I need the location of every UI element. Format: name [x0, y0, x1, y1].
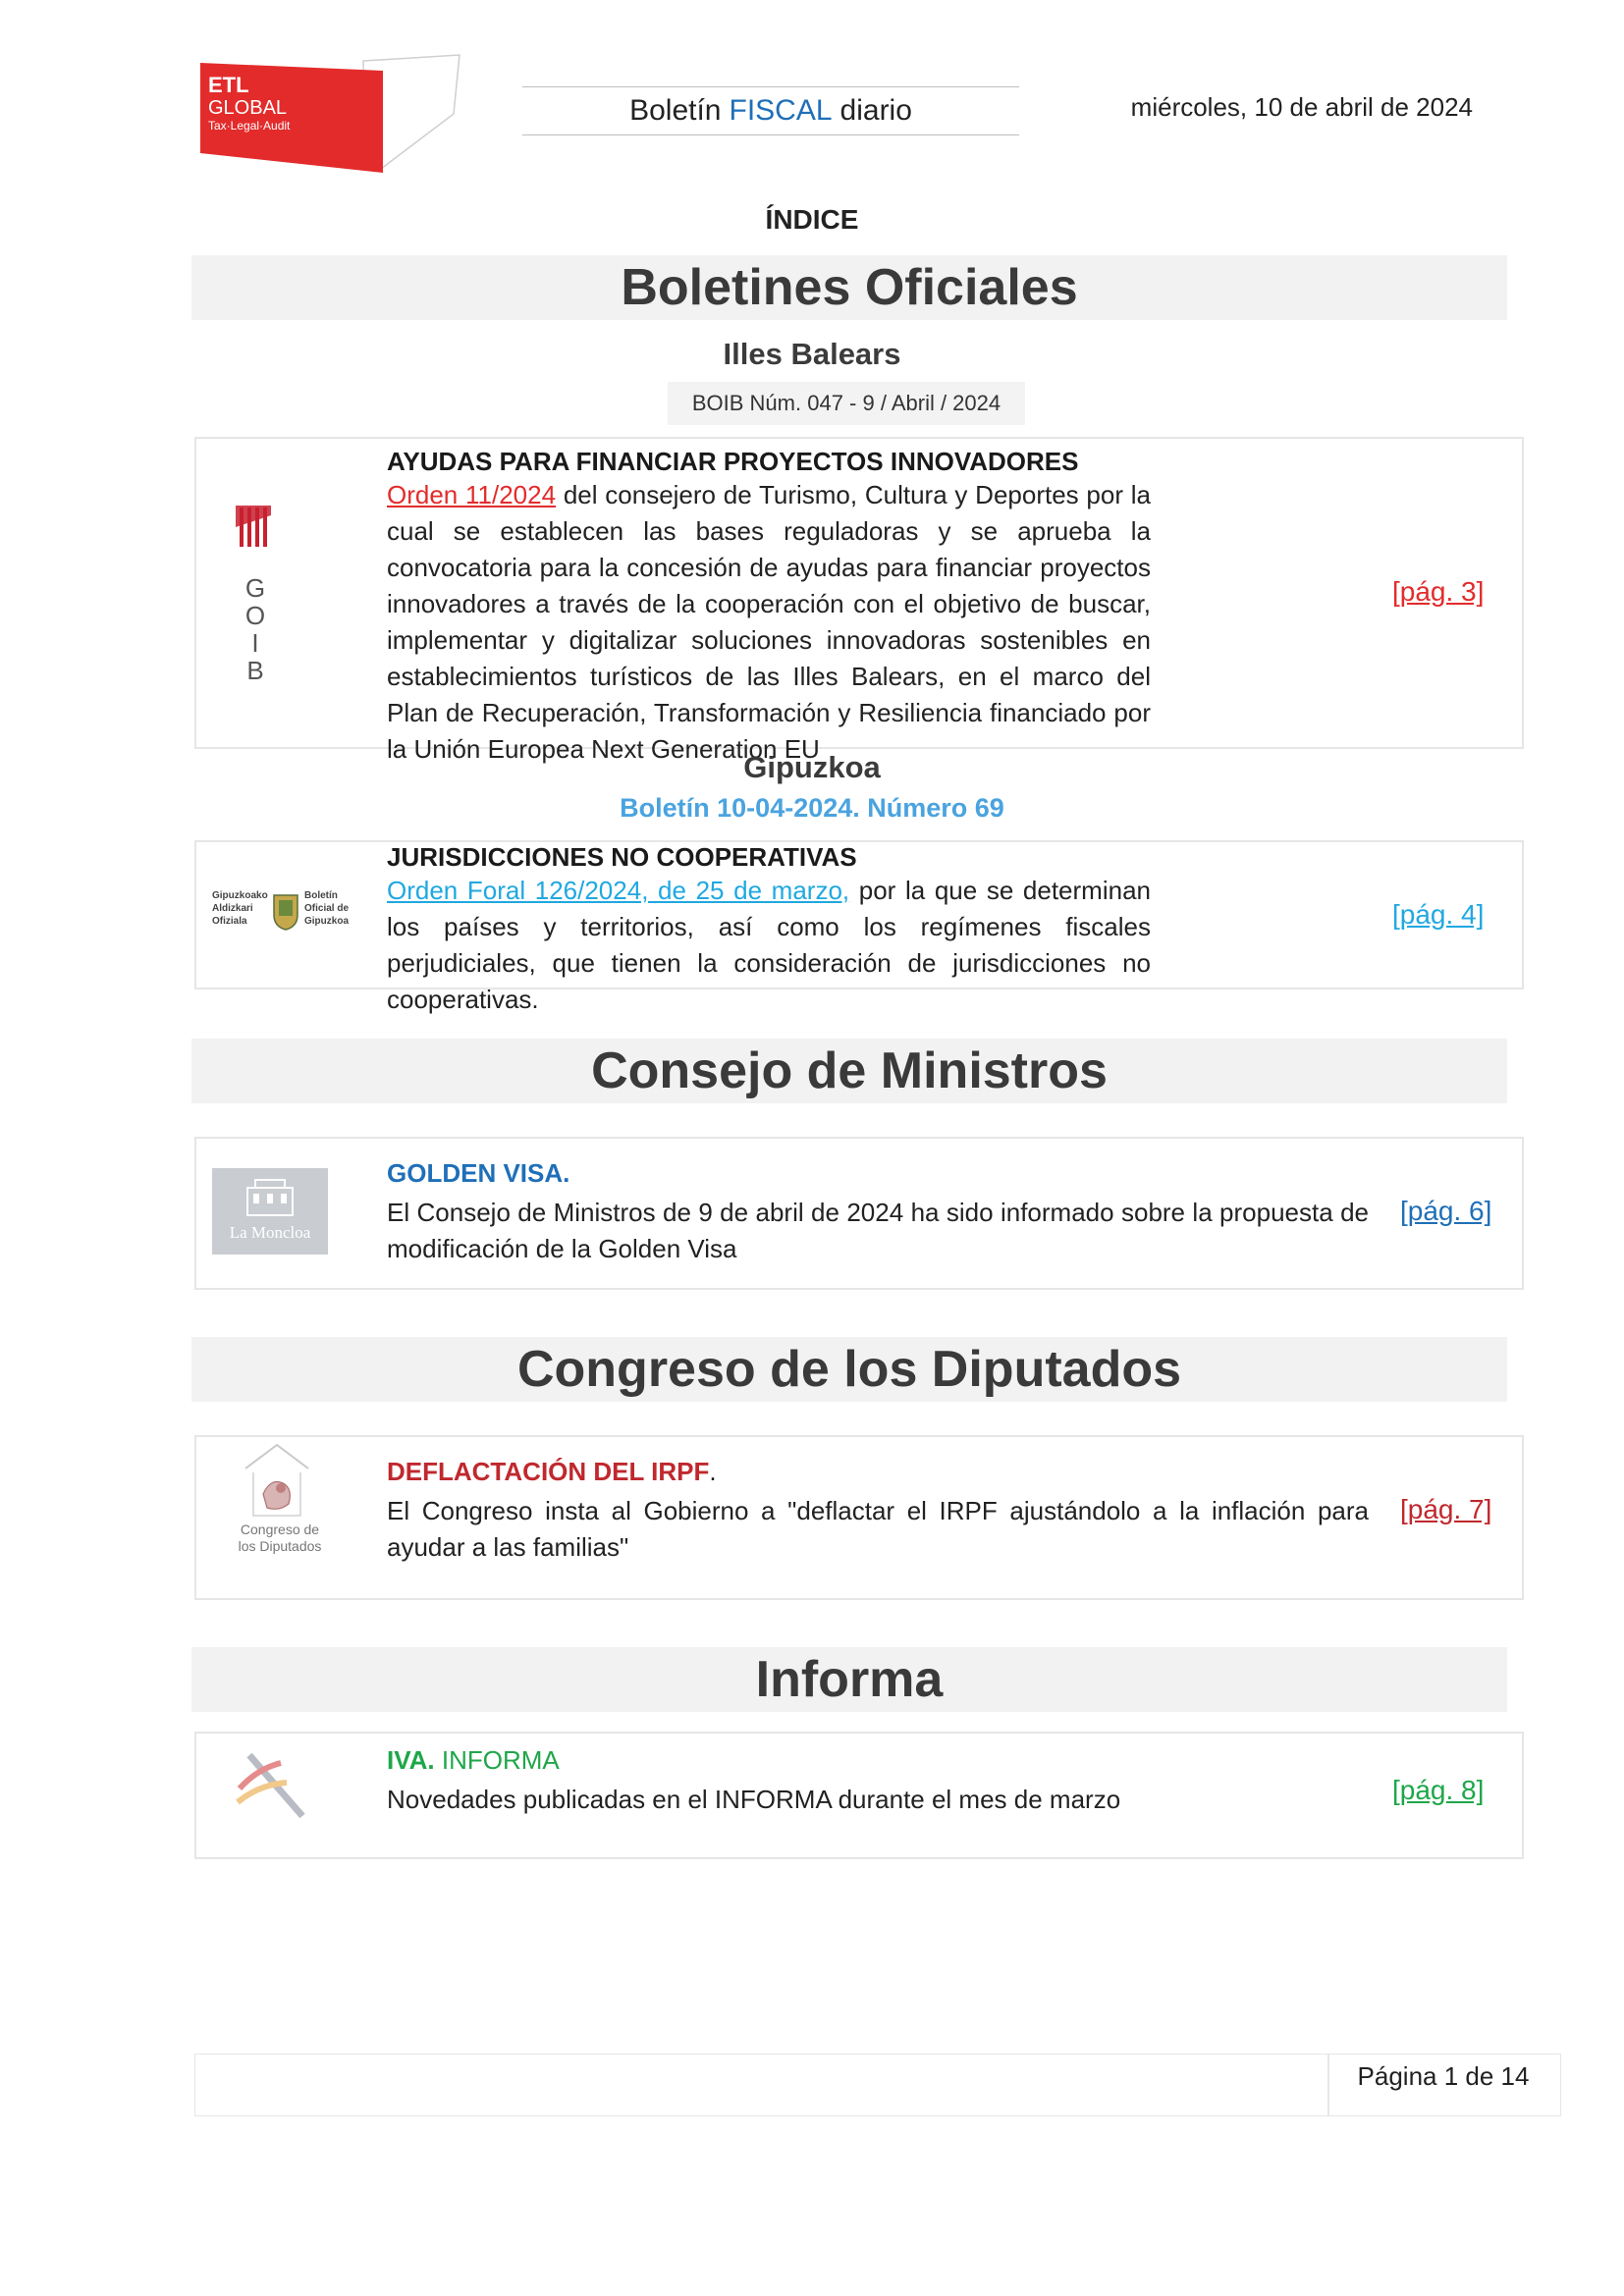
section-informa: Informa [191, 1647, 1507, 1712]
agencia-tributaria-logo [230, 1749, 312, 1822]
page-link[interactable]: [pág. 4] [1392, 899, 1485, 930]
congreso-lion-icon [236, 1439, 318, 1527]
gipuzkoa-logo-basque: Gipuzkoako Aldizkari Ofiziala [212, 890, 268, 927]
entry-card-gipuzkoa [194, 840, 1524, 1014]
entry-body [387, 447, 1151, 768]
entry-heading: JURISDICCIONES NO COOPERATIVAS [387, 842, 857, 872]
entry-body [387, 1158, 1369, 1267]
bulletin-date: miércoles, 10 de abril de 2024 [1130, 92, 1473, 122]
congreso-logo-text: Congreso de los Diputados [238, 1522, 322, 1554]
entry-body [387, 1457, 1369, 1566]
goib-letter: G [244, 573, 268, 603]
region-gipuzkoa: Gipuzkoa [743, 750, 881, 784]
gipuzkoa-logo [212, 889, 359, 944]
entry-heading: GOLDEN VISA. [387, 1158, 570, 1188]
entry-card-informa [194, 1732, 1524, 1859]
bulletin-title-fiscal: FISCAL [729, 94, 833, 127]
goib-letter: I [251, 628, 261, 658]
moncloa-logo [212, 1168, 328, 1255]
section-congreso-de-los-diputados: Congreso de los Diputados [191, 1337, 1507, 1402]
entry-body [387, 1745, 1369, 1818]
moncloa-logo-text: La Moncloa [229, 1223, 311, 1242]
entry-text: El Consejo de Ministros de 9 de abril de 2024 ha sido informado sobre la propuesta de modificación de la Golden Visa [387, 1198, 1369, 1263]
entry-heading-informa: INFORMA [434, 1745, 560, 1775]
goib-letter: B [246, 656, 266, 685]
goib-logo [214, 496, 298, 685]
agencia-tributaria-icon [230, 1749, 312, 1822]
section-boletines-oficiales: Boletines Oficiales [191, 255, 1507, 320]
etl-global-logo [196, 51, 463, 173]
entry-heading-iva: IVA. [387, 1745, 435, 1775]
index-heading: ÍNDICE [765, 204, 859, 235]
bulletin-title-pre: Boletín [629, 94, 722, 127]
entry-card-congreso [194, 1435, 1524, 1600]
gipuzkoa-shield-icon [271, 891, 300, 931]
goib-letters [214, 574, 298, 684]
orden-foral-link[interactable]: Orden Foral 126/2024, de 25 de marzo, [387, 876, 850, 905]
bulletin-title [522, 86, 1019, 135]
entry-heading-suffix: . [709, 1457, 717, 1486]
entry-text: por la que se determinan los países y territorios, así como los regímenes fiscales perjudiciales, que tienen la consideración de jurisdicciones no cooperativas. [387, 876, 1151, 1014]
page-link[interactable]: [pág. 6] [1400, 1196, 1492, 1226]
gipuzkoa-bulletin-subtitle: Boletín 10-04-2024. Número 69 [620, 793, 1004, 823]
entry-text: Novedades publicadas en el INFORMA durante el mes de marzo [387, 1785, 1121, 1814]
entry-heading: AYUDAS PARA FINANCIAR PROYECTOS INNOVADORES [387, 447, 1079, 476]
bulletin-title-post: diario [839, 94, 912, 127]
logo-text-etl: ETL [208, 73, 249, 97]
goib-letter: O [244, 601, 268, 630]
orden-link[interactable]: Orden 11/2024 [387, 480, 557, 509]
region-illes-balears: Illes Balears [723, 337, 901, 371]
page-link[interactable]: [pág. 8] [1392, 1775, 1485, 1805]
page-link[interactable]: [pág. 7] [1400, 1494, 1492, 1524]
entry-text: del consejero de Turismo, Cultura y Deportes por la cual se establecen las bases reguladoras y se aprueba la convocatoria para la concesión de ayudas para financiar proyectos innovadores a través de la cooperación con el objetivo de buscar, implementar y digitalizar soluciones innovadoras sostenibles en establecimientos turísticos de las Illes Balears, en el marco del Plan de Recuperación, Transformación y Resiliencia financiado por la Unión Europea Next Generation EU [387, 480, 1151, 764]
gipuzkoa-logo-spanish: Boletín Oficial de Gipuzkoa [304, 890, 350, 927]
moncloa-building-icon [245, 1178, 295, 1217]
congreso-logo [216, 1439, 344, 1586]
page-link[interactable]: [pág. 3] [1392, 576, 1485, 607]
entry-card-baleares [194, 437, 1524, 764]
entry-text: El Congreso insta al Gobierno a "deflactar el IRPF ajustándolo a la inflación para ayudar a las familias" [387, 1496, 1369, 1562]
logo-text-global: GLOBAL [208, 97, 288, 119]
entry-card-consejo [194, 1137, 1524, 1290]
section-consejo-de-ministros: Consejo de Ministros [191, 1039, 1507, 1103]
page-number: Página 1 de 14 [1357, 2061, 1530, 2091]
logo-text-tagline: Tax·Legal·Audit [208, 119, 291, 133]
boib-badge: BOIB Núm. 047 - 9 / Abril / 2024 [668, 382, 1025, 425]
entry-body [387, 842, 1151, 1018]
entry-heading: DEFLACTACIÓN DEL IRPF [387, 1457, 710, 1486]
